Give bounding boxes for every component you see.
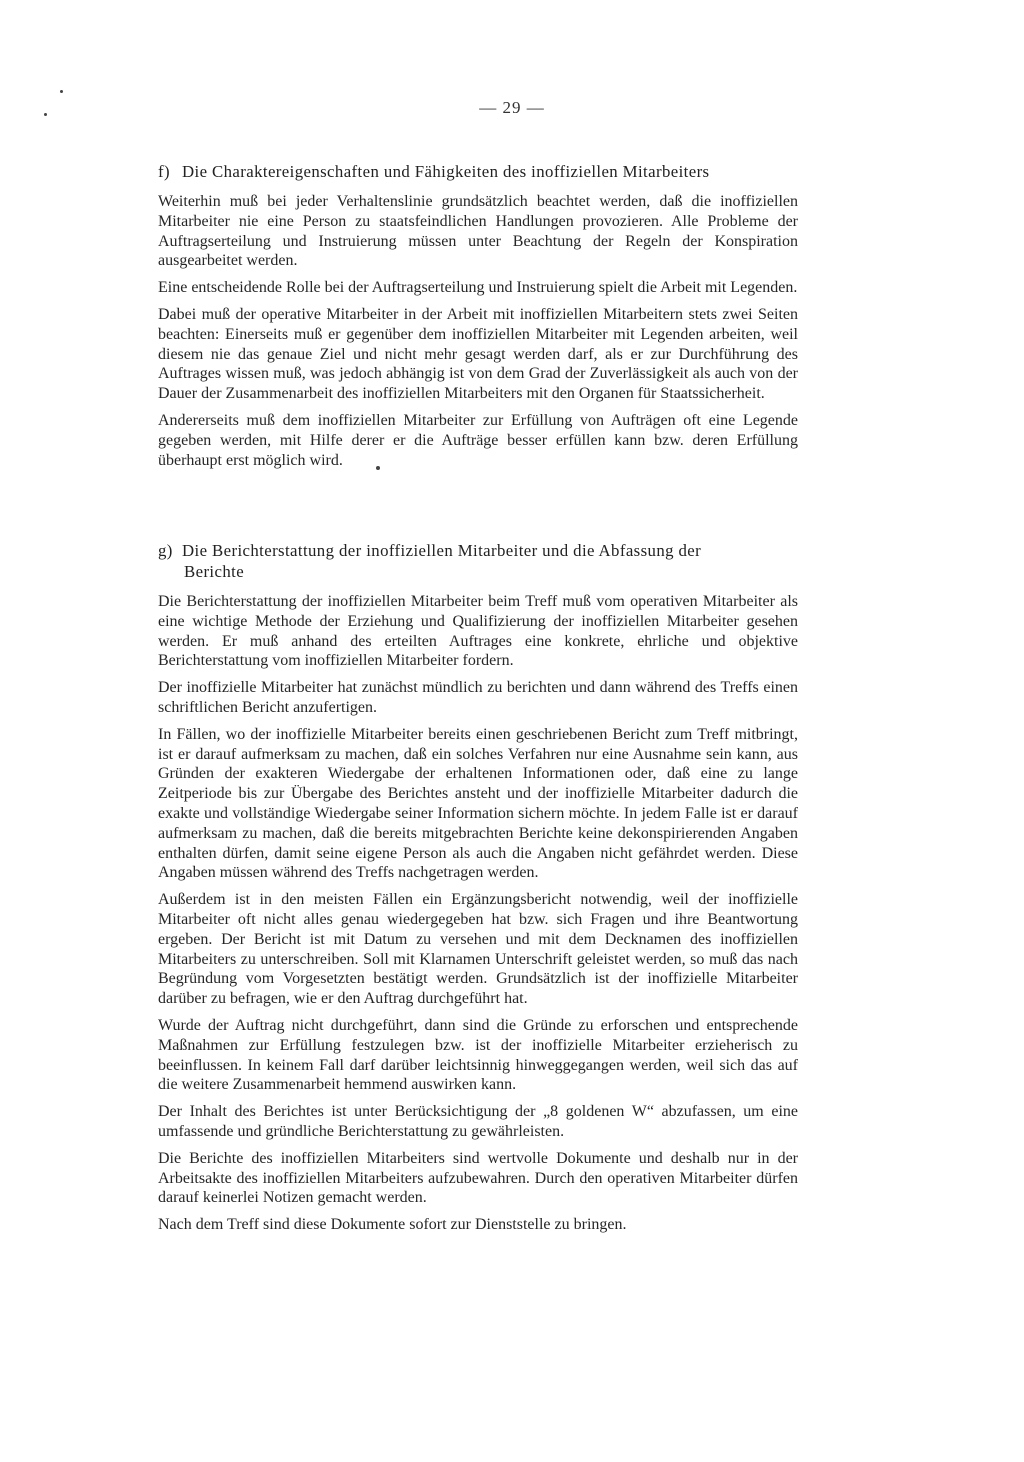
scan-speck — [60, 90, 63, 93]
paragraph: Der Inhalt des Berichtes ist unter Berücksichtigung der „8 goldenen W“ abzufassen, um eine umfassende und gründliche Berichterstattung zu gewährleisten. — [158, 1103, 798, 1140]
section-f — [158, 161, 798, 477]
paragraph: Die Berichterstattung der inoffiziellen Mitarbeiter beim Treff muß vom operativen Mitarbeiter als eine wichtige Methode der Erziehung und Qualifizierung der inoffiziellen Mitarbeiter gesehen werden. Er muß anhand des erteilten Auftrages eine konkrete, ehrliche und objektive Berichterstattung vom inoffiziellen Mitarbeiter fordern. — [158, 593, 798, 670]
paragraph: Weiterhin muß bei jeder Verhaltenslinie grundsätzlich beachtet werden, daß die inoffiziellen Mitarbeiter nie eine Person zu staatsfeindlichen Handlungen provozieren. Alle Probleme der Auftragserteilung und Instruierung müssen unter Beachtung der Regeln der Konspiration ausgearbeitet werden. — [158, 193, 798, 270]
paragraph: Der inoffizielle Mitarbeiter hat zunächst mündlich zu berichten und dann während des Treffs einen schriftlichen Bericht anzufertigen. — [158, 679, 798, 716]
paragraph: Andererseits muß dem inoffiziellen Mitarbeiter zur Erfüllung von Aufträgen oft eine Legende gegeben werden, mit Hilfe derer er die Aufträge besser erfüllen kann bzw. deren Erfüllung überhaupt erst möglich wird. — [158, 411, 798, 469]
paragraph: In Fällen, wo der inoffizielle Mitarbeiter bereits einen geschriebenen Bericht zum Treff mitbringt, ist er darauf aufmerksam zu machen, daß ein solches Verfahren nur eine Ausnahme sein kann, aus Gründen der exakteren Wiedergabe der erhaltenen Informationen oder, daß eine zu lange Zeitperiode bis zur Übergabe des Berichtes ansteht und der inoffizielle Mitarbeiter dadurch die exakte und vollständige Wiedergabe seiner Information sichern möchte. In jedem Falle ist er darauf aufmerksam zu machen, daß die bereits mitgebrachten Berichte keine dekonspirierenden Angaben enthalten dürfen, damit seine eigene Person als auch die Angaben nicht gefährdet werden. Diese Angaben müssen während des Treffs nachgetragen werden. — [158, 725, 798, 882]
section-title: Die Charaktereigenschaften und Fähigkeiten des inoffiziellen Mitarbeiters — [182, 162, 710, 181]
section-heading — [158, 161, 798, 182]
paragraph: Dabei muß der operative Mitarbeiter in der Arbeit mit inoffiziellen Mitarbeitern stets zwei Seiten beachten: Einerseits muß er gegenüber dem inoffiziellen Mitarbeiter mit Legenden arbeiten, weil diesem nie das genaue Ziel und nicht mehr gesagt werden darf, als er zur Durchführung des Auftrages wissen muß, was jedoch abhängig ist von dem Grad der Zuverlässigkeit als auch von der Dauer der Zusammenarbeit des inoffiziellen Mitarbeiters mit den Organen für Staatssicherheit. — [158, 305, 798, 403]
section-marker: g) — [158, 541, 173, 560]
section-marker: f) — [158, 162, 170, 181]
section-heading — [158, 540, 798, 582]
paragraph: Nach dem Treff sind diese Dokumente sofort zur Dienststelle zu bringen. — [158, 1216, 627, 1234]
paragraph: Wurde der Auftrag nicht durchgeführt, dann sind die Gründe zu erforschen und entsprechende Maßnahmen zur Erfüllung festzulegen bzw. ist der inoffizielle Mitarbeiter erzieherisch zu beeinflussen. In keinem Fall darf darüber leichtsinnig hinweggegangen werden, weil sich das auf die weitere Zusammenarbeit hemmend auswirken kann. — [158, 1016, 798, 1094]
paragraph: Die Berichte des inoffiziellen Mitarbeiters sind wertvolle Dokumente und deshalb nur in der Arbeitsakte des inoffiziellen Mitarbeiters aufzubewahren. Durch den operativen Mitarbeiter dürfen darauf keinerlei Notizen gemacht werden. — [158, 1149, 798, 1207]
section-title: Die Berichterstattung der inoffiziellen Mitarbeiter und die Abfassung der — [182, 541, 702, 560]
paragraph: Außerdem ist in den meisten Fällen ein Ergänzungsbericht notwendig, weil der inoffizielle Mitarbeiter oft nicht alles genau wiedergegeben hat bzw. sich Fragen und ihre Beantwortung ergeben. Der Bericht ist mit Datum zu versehen und mit dem Decknamen des inoffiziellen Mitarbeiters zu unterschreiben. Soll mit Klarnamen Unterschrift geleistet werden, so muß das nach Begründung vom Vorgesetzten bestätigt werden. Grundsätzlich ist der inoffizielle Mitarbeiter darüber zu befragen, wie er den Auftrag durchgeführt hat. — [158, 891, 798, 1008]
page-number: — 29 — — [479, 98, 545, 117]
paragraph: Eine entscheidende Rolle bei der Auftragserteilung und Instruierung spielt die Arbeit mit Legenden. — [158, 279, 798, 297]
section-heading-line — [158, 540, 798, 561]
section-title-continuation: Berichte — [184, 562, 245, 581]
section-g — [158, 540, 798, 1242]
